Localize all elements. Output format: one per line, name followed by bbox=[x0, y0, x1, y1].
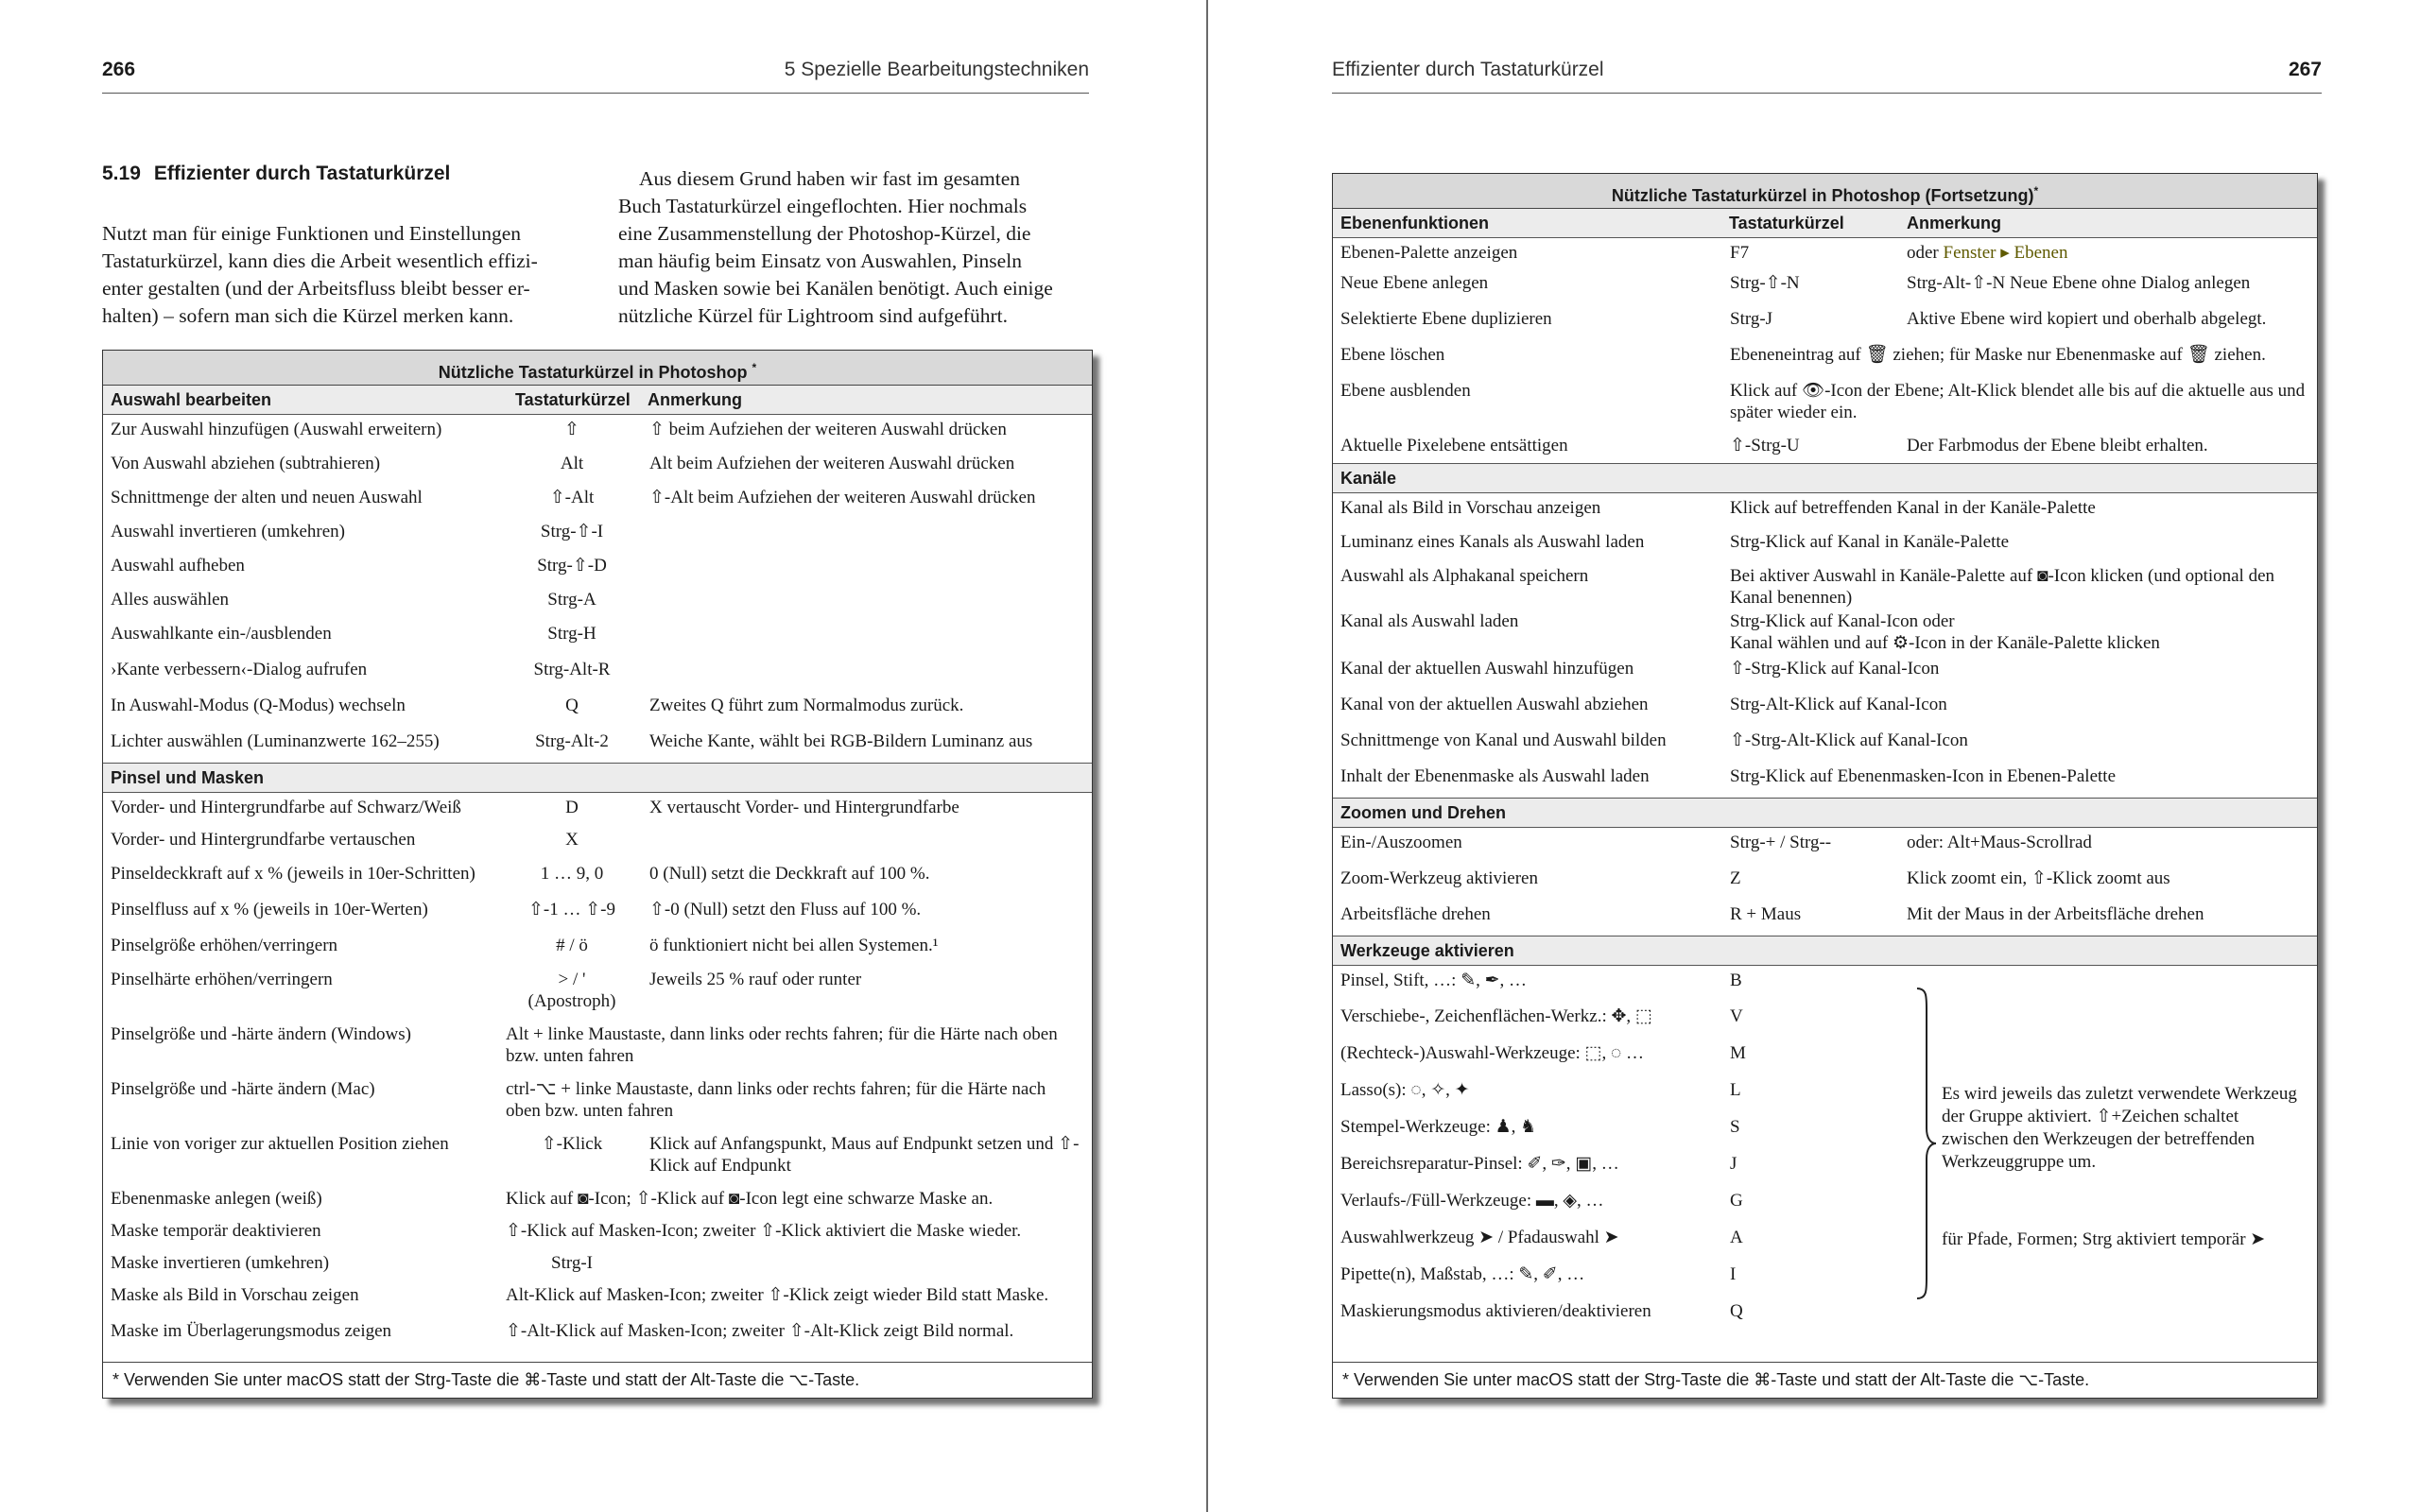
shortcut-function: Von Auswahl abziehen (subtrahieren) bbox=[111, 454, 381, 473]
section-rows-ebenen bbox=[1333, 238, 2317, 463]
column-header-note: Anmerkung bbox=[1907, 214, 2002, 232]
right-page bbox=[1210, 0, 2420, 1512]
section-heading-auswahl bbox=[103, 386, 1092, 415]
table-row bbox=[1333, 1002, 2317, 1039]
shortcut-keys: ⇧-Alt bbox=[549, 488, 595, 507]
shortcut-keys: Strg-⇧-D bbox=[537, 556, 607, 576]
shortcut-function: Auswahlwerkzeug ➤ / Pfadauswahl ➤ bbox=[1340, 1228, 1619, 1247]
table-row bbox=[103, 517, 1092, 551]
shortcut-keys: S bbox=[1730, 1117, 1740, 1137]
table-footnote: * Verwenden Sie unter macOS statt der Strg-Taste die ⌘-Taste und statt der Alt-Taste die ⌥-Taste. bbox=[103, 1362, 1092, 1398]
shortcut-keys: Alt bbox=[560, 454, 584, 473]
shortcut-note: Klick zoomt ein, ⇧-Klick zoomt aus bbox=[1907, 868, 2170, 888]
shortcut-function: Zur Auswahl hinzufügen (Auswahl erweitern) bbox=[111, 420, 442, 439]
shortcut-function: Pinselfluss auf x % (jeweils in 10er-Werten) bbox=[111, 900, 428, 919]
table-row bbox=[1333, 238, 2317, 268]
table-row bbox=[1333, 527, 2317, 561]
table-row bbox=[1333, 864, 2317, 900]
table-row bbox=[103, 1074, 1092, 1129]
table-row bbox=[103, 825, 1092, 859]
shortcut-note: 0 (Null) setzt die Deckkraft auf 100 %. bbox=[649, 864, 930, 884]
table-row bbox=[103, 1248, 1092, 1280]
table-row bbox=[103, 691, 1092, 727]
shortcut-note: ⇧-Alt beim Aufziehen der weiteren Auswahl drücken bbox=[649, 488, 1036, 507]
shortcut-function: Kanal der aktuellen Auswahl hinzufügen bbox=[1340, 659, 1634, 679]
section-heading-text: Pinsel und Masken bbox=[111, 768, 265, 787]
shortcut-note bbox=[1907, 242, 2309, 264]
note-prefix: oder bbox=[1907, 243, 1944, 263]
shortcut-keys: Strg-Alt-Klick auf Kanal-Icon bbox=[1730, 695, 1947, 714]
shortcut-keys: Strg-⇧-N bbox=[1730, 273, 1800, 293]
book-spine bbox=[1206, 0, 1208, 1512]
shortcut-keys: Klick auf betreffenden Kanal in der Kanäle-Palette bbox=[1730, 498, 2096, 518]
shortcut-keys: > / ' (Apostroph) bbox=[527, 970, 616, 1011]
text-line: halten) – sofern man sich die Kürzel merken kann. bbox=[102, 304, 514, 327]
table-row bbox=[1333, 762, 2317, 798]
table-row bbox=[103, 483, 1092, 517]
shortcut-keys: B bbox=[1730, 971, 1742, 990]
shortcut-note: ö funktioniert nicht bei allen Systemen.¹ bbox=[649, 936, 939, 955]
table-row bbox=[1333, 1075, 2317, 1112]
table-row bbox=[1333, 1039, 2317, 1075]
section-rows-zoom bbox=[1333, 828, 2317, 936]
section-heading-text: Werkzeuge aktivieren bbox=[1340, 941, 1514, 960]
column-header-note: Anmerkung bbox=[648, 390, 743, 409]
shortcut-function: Stempel-Werkzeuge: ♟, ♞ bbox=[1340, 1117, 1537, 1137]
shortcut-keys: V bbox=[1730, 1006, 1743, 1026]
table-row bbox=[103, 415, 1092, 449]
shortcut-function: Auswahl aufheben bbox=[111, 556, 245, 576]
table-row bbox=[1333, 726, 2317, 762]
header-rule bbox=[1332, 93, 2322, 94]
shortcut-function: Maske invertieren (umkehren) bbox=[111, 1253, 330, 1273]
shortcut-table-continued bbox=[1332, 173, 2318, 1399]
page-number: 267 bbox=[2288, 59, 2322, 80]
table-row bbox=[103, 965, 1092, 1020]
shortcut-function: Lasso(s): ◌, ✧, ✦ bbox=[1340, 1080, 1470, 1100]
text-line: Nutzt man für einige Funktionen und Einstellungen bbox=[102, 222, 522, 245]
shortcut-function: Kanal von der aktuellen Auswahl abziehen bbox=[1340, 695, 1649, 714]
table-title-text: Nützliche Tastaturkürzel in Photoshop bbox=[438, 363, 748, 382]
section-number: 5.19 bbox=[102, 163, 141, 184]
shortcut-function: Auswahlkante ein-/ausblenden bbox=[111, 624, 332, 644]
shortcut-function: Lichter auswählen (Luminanzwerte 162–255) bbox=[111, 731, 440, 751]
table-row bbox=[1333, 268, 2317, 304]
shortcut-function: Pinseldeckkraft auf x % (jeweils in 10er-Schritten) bbox=[111, 864, 475, 884]
table-row bbox=[1333, 690, 2317, 726]
section-title-text: Effizienter durch Tastaturkürzel bbox=[153, 163, 451, 184]
shortcut-note: Der Farbmodus der Ebene bleibt erhalten. bbox=[1907, 436, 2208, 455]
page-number: 266 bbox=[102, 59, 136, 80]
text-line: Aus diesem Grund haben wir fast im gesamten bbox=[639, 167, 1021, 190]
shortcut-keys: A bbox=[1730, 1228, 1743, 1247]
shortcut-function: (Rechteck-)Auswahl-Werkzeuge: ⬚, ◌ … bbox=[1340, 1043, 1645, 1063]
table-row bbox=[1333, 1223, 2317, 1260]
shortcut-keys: Klick auf ◙-Icon; ⇧-Klick auf ◙-Icon legt eine schwarze Maske an. bbox=[506, 1189, 994, 1209]
shortcut-function: Ebene löschen bbox=[1340, 345, 1445, 365]
shortcut-function: Alles auswählen bbox=[111, 590, 230, 610]
table-row bbox=[1333, 493, 2317, 527]
table-row bbox=[1333, 340, 2317, 376]
table-row bbox=[1333, 304, 2317, 340]
menu-path: Fenster ▸ Ebenen bbox=[1943, 243, 2068, 263]
running-head: Effizienter durch Tastaturkürzel bbox=[1332, 59, 1604, 80]
shortcut-keys: ⇧-Klick bbox=[541, 1134, 603, 1154]
tool-group-note: Es wird jeweils das zuletzt verwendete Werkzeug der Gruppe aktiviert. ⇧+Zeichen schaltet zwischen den Werkzeugen der betreffenden Werkzeuggruppe um. bbox=[1942, 1084, 2297, 1172]
table-row bbox=[1333, 1149, 2317, 1186]
intro-paragraph bbox=[102, 220, 538, 330]
shortcut-function: Arbeitsfläche drehen bbox=[1340, 904, 1491, 924]
shortcut-function: In Auswahl-Modus (Q-Modus) wechseln bbox=[111, 696, 406, 715]
shortcut-keys: Strg-Klick auf Kanal-Icon oder Kanal wählen und auf ⚙-Icon in der Kanäle-Palette klicken bbox=[1730, 611, 2160, 653]
shortcut-note: Strg-Alt-⇧-N Neue Ebene ohne Dialog anlegen bbox=[1907, 273, 2251, 293]
shortcut-keys: Strg-I bbox=[551, 1253, 593, 1273]
text-line: man häufig beim Einsatz von Auswahlen, Pinseln bbox=[618, 249, 1022, 272]
table-row bbox=[1333, 900, 2317, 936]
column-header-shortcut: Tastaturkürzel bbox=[515, 390, 631, 409]
text-line: Tastaturkürzel, kann dies die Arbeit wesentlich effizi- bbox=[102, 249, 538, 272]
table-row bbox=[103, 1316, 1092, 1352]
shortcut-note: ⇧-0 (Null) setzt den Fluss auf 100 %. bbox=[649, 900, 922, 919]
table-row bbox=[1333, 966, 2317, 1002]
section-heading-ebenen bbox=[1333, 209, 2317, 238]
shortcut-keys: Strg-H bbox=[547, 624, 596, 644]
shortcut-note: ⇧ beim Aufziehen der weiteren Auswahl drücken bbox=[649, 420, 1007, 439]
shortcut-function: Maske im Überlagerungsmodus zeigen bbox=[111, 1321, 392, 1341]
shortcut-function: Schnittmenge von Kanal und Auswahl bilden bbox=[1340, 730, 1667, 750]
shortcut-keys: Q bbox=[565, 696, 579, 715]
shortcut-function: Auswahl invertieren (umkehren) bbox=[111, 522, 345, 541]
table-row bbox=[1333, 431, 2317, 463]
section-title bbox=[102, 163, 450, 185]
table-row bbox=[103, 551, 1092, 585]
shortcut-note: Weiche Kante, wählt bei RGB-Bildern Luminanz aus bbox=[649, 731, 1033, 751]
shortcut-keys: Bei aktiver Auswahl in Kanäle-Palette auf ◙-Icon klicken (und optional den Kanal benennen) bbox=[1730, 566, 2275, 608]
text-line: nützliche Kürzel für Lightroom sind aufgeführt. bbox=[618, 304, 1008, 327]
table-row bbox=[1333, 1186, 2317, 1223]
shortcut-function: Auswahl als Alphakanal speichern bbox=[1340, 566, 1589, 586]
section-heading-text: Zoomen und Drehen bbox=[1340, 803, 1506, 822]
shortcut-function: Zoom-Werkzeug aktivieren bbox=[1340, 868, 1538, 888]
shortcut-keys: G bbox=[1730, 1191, 1743, 1211]
shortcut-function: Maske temporär deaktivieren bbox=[111, 1221, 321, 1241]
section-heading-pinsel bbox=[103, 763, 1092, 793]
shortcut-keys: R + Maus bbox=[1730, 904, 1802, 924]
column-header-shortcut: Tastaturkürzel bbox=[1729, 214, 1844, 232]
running-head: 5 Spezielle Bearbeitungstechniken bbox=[784, 59, 1089, 80]
shortcut-keys: Strg-Alt-2 bbox=[535, 731, 609, 751]
shortcut-note: Jeweils 25 % rauf oder runter bbox=[649, 970, 862, 989]
shortcut-function: Neue Ebene anlegen bbox=[1340, 273, 1489, 293]
footnote-mark: * bbox=[2033, 184, 2039, 198]
table-row bbox=[1333, 561, 2317, 607]
shortcut-function: Kanal als Bild in Vorschau anzeigen bbox=[1340, 498, 1601, 518]
text-line: enter gestalten (und der Arbeitsfluss bleibt besser er- bbox=[102, 277, 530, 300]
shortcut-keys: 1 … 9, 0 bbox=[540, 864, 604, 884]
shortcut-function: Inhalt der Ebenenmaske als Auswahl laden bbox=[1340, 766, 1650, 786]
text-line: und Masken sowie bei Kanälen benötigt. Auch einige bbox=[618, 277, 1053, 300]
table-row bbox=[1333, 1297, 2317, 1332]
section-rows-auswahl bbox=[103, 415, 1092, 763]
shortcut-note: Mit der Maus in der Arbeitsfläche drehen bbox=[1907, 904, 2204, 924]
shortcut-keys: Ebeneneintrag auf 🗑 ziehen; für Maske nur Ebenenmaske auf 🗑 ziehen. bbox=[1730, 345, 2266, 365]
shortcut-function: Maskierungsmodus aktivieren/deaktivieren bbox=[1340, 1301, 1651, 1321]
shortcut-note: Aktive Ebene wird kopiert und oberhalb abgelegt. bbox=[1907, 309, 2267, 329]
shortcut-function: Aktuelle Pixelebene entsättigen bbox=[1340, 436, 1568, 455]
shortcut-function: Pinselgröße und -härte ändern (Mac) bbox=[111, 1079, 375, 1099]
shortcut-function: Pipette(n), Maßstab, …: ✎, ✐, … bbox=[1340, 1264, 1585, 1284]
shortcut-note: X vertauscht Vorder- und Hintergrundfarbe bbox=[649, 798, 959, 817]
table-row bbox=[103, 931, 1092, 965]
shortcut-keys: L bbox=[1730, 1080, 1741, 1100]
shortcut-keys: Klick auf 👁-Icon der Ebene; Alt-Klick blendet alle bis auf die aktuelle aus und später wieder ein. bbox=[1730, 381, 2306, 422]
shortcut-keys: F7 bbox=[1730, 243, 1750, 263]
section-heading-werkzeuge bbox=[1333, 936, 2317, 966]
table-row bbox=[103, 859, 1092, 895]
shortcut-keys: Z bbox=[1730, 868, 1741, 888]
shortcut-function: Pinsel, Stift, …: ✎, ✒, … bbox=[1340, 971, 1528, 990]
shortcut-function: Ein-/Auszoomen bbox=[1340, 833, 1462, 852]
shortcut-keys: Strg-⇧-I bbox=[540, 522, 604, 541]
section-rows-pinsel bbox=[103, 793, 1092, 1352]
section-heading-text: Kanäle bbox=[1340, 469, 1397, 488]
table-row bbox=[103, 1184, 1092, 1216]
table-row bbox=[103, 655, 1092, 691]
shortcut-function: Ebenenmaske anlegen (weiß) bbox=[111, 1189, 322, 1209]
shortcut-table bbox=[102, 350, 1093, 1399]
shortcut-note: Alt beim Aufziehen der weiteren Auswahl drücken bbox=[649, 454, 1015, 473]
table-footnote: * Verwenden Sie unter macOS statt der Strg-Taste die ⌘-Taste und statt der Alt-Taste die ⌥-Taste. bbox=[1333, 1362, 2317, 1398]
table-title bbox=[1333, 174, 2317, 209]
shortcut-function: Pinselhärte erhöhen/verringern bbox=[111, 970, 333, 989]
table-row bbox=[103, 895, 1092, 931]
shortcut-note: oder: Alt+Maus-Scrollrad bbox=[1907, 833, 2092, 852]
shortcut-keys: I bbox=[1730, 1264, 1737, 1284]
table-title-text: Nützliche Tastaturkürzel in Photoshop (Fortsetzung) bbox=[1611, 186, 2034, 205]
shortcut-keys: ⇧-1 … ⇧-9 bbox=[528, 900, 615, 919]
shortcut-function: Bereichsreparatur-Pinsel: ✐, ✑, ▣, … bbox=[1340, 1154, 1619, 1174]
shortcut-function: Selektierte Ebene duplizieren bbox=[1340, 309, 1552, 329]
table-title bbox=[103, 351, 1092, 386]
section-heading-kanaele bbox=[1333, 463, 2317, 493]
table-row bbox=[1333, 607, 2317, 654]
shortcut-function: Kanal als Auswahl laden bbox=[1340, 611, 1519, 631]
shortcut-keys: J bbox=[1730, 1154, 1737, 1174]
shortcut-keys: ⇧-Strg-Alt-Klick auf Kanal-Icon bbox=[1730, 730, 1968, 750]
shortcut-function: Linie von voriger zur aktuellen Position ziehen bbox=[111, 1134, 449, 1154]
table-row bbox=[103, 619, 1092, 655]
shortcut-function: Verschiebe-, Zeichenflächen-Werkz.: ✥, ⬚ bbox=[1340, 1006, 1652, 1026]
table-row bbox=[1333, 1260, 2317, 1297]
table-row bbox=[103, 1280, 1092, 1316]
table-row bbox=[1333, 376, 2317, 431]
shortcut-function: Verlaufs-/Füll-Werkzeuge: ▬, ◈, … bbox=[1340, 1191, 1604, 1211]
shortcut-keys: ⇧-Klick auf Masken-Icon; zweiter ⇧-Klick aktiviert die Maske wieder. bbox=[506, 1221, 1022, 1241]
shortcut-function: Vorder- und Hintergrundfarbe auf Schwarz/Weiß bbox=[111, 798, 461, 817]
shortcut-keys: Alt + linke Maustaste, dann links oder rechts fahren; für die Härte nach oben bzw. unten fahren bbox=[506, 1024, 1058, 1066]
shortcut-keys: Strg-J bbox=[1730, 309, 1773, 329]
section-rows-kanaele bbox=[1333, 493, 2317, 798]
shortcut-keys: X bbox=[565, 830, 579, 850]
shortcut-keys: Strg-Klick auf Kanal in Kanäle-Palette bbox=[1730, 532, 2010, 552]
shortcut-note: Zweites Q führt zum Normalmodus zurück. bbox=[649, 696, 964, 715]
header-rule bbox=[102, 93, 1089, 94]
shortcut-keys: Alt-Klick auf Masken-Icon; zweiter ⇧-Klick zeigt wieder Bild statt Maske. bbox=[506, 1285, 1049, 1305]
shortcut-keys: ⇧-Strg-U bbox=[1730, 436, 1800, 455]
shortcut-function: Ebenen-Palette anzeigen bbox=[1340, 243, 1518, 263]
shortcut-keys: Q bbox=[1730, 1301, 1743, 1321]
shortcut-function: Luminanz eines Kanals als Auswahl laden bbox=[1340, 532, 1645, 552]
text-line: Buch Tastaturkürzel eingeflochten. Hier nochmals bbox=[618, 195, 1028, 217]
shortcut-note: Klick auf Anfangspunkt, Maus auf Endpunkt setzen und ⇧-Klick auf Endpunkt bbox=[649, 1134, 1080, 1176]
table-row bbox=[1333, 828, 2317, 864]
shortcut-function: Pinselgröße und -härte ändern (Windows) bbox=[111, 1024, 411, 1044]
shortcut-function: Maske als Bild in Vorschau zeigen bbox=[111, 1285, 359, 1305]
table-row bbox=[103, 1020, 1092, 1074]
section-rows-werkzeuge bbox=[1333, 966, 2317, 1332]
table-row bbox=[103, 727, 1092, 763]
section-heading-zoom bbox=[1333, 798, 2317, 828]
shortcut-keys: ⇧-Strg-Klick auf Kanal-Icon bbox=[1730, 659, 1940, 679]
shortcut-keys: # / ö bbox=[556, 936, 588, 955]
shortcut-keys: Strg-+ / Strg-- bbox=[1730, 833, 1832, 852]
table-row bbox=[103, 1216, 1092, 1248]
shortcut-function: Vorder- und Hintergrundfarbe vertauschen bbox=[111, 830, 416, 850]
path-tool-note: für Pfade, Formen; Strg aktiviert temporär ➤ bbox=[1942, 1229, 2266, 1249]
shortcut-keys: D bbox=[565, 798, 579, 817]
shortcut-keys: Strg-A bbox=[547, 590, 596, 610]
table-row bbox=[103, 449, 1092, 483]
shortcut-keys: Strg-Klick auf Ebenenmasken-Icon in Ebenen-Palette bbox=[1730, 766, 2117, 786]
section-heading-text: Ebenenfunktionen bbox=[1340, 214, 1489, 232]
table-row bbox=[103, 585, 1092, 619]
table-row bbox=[103, 1129, 1092, 1184]
shortcut-function: ›Kante verbessern‹-Dialog aufrufen bbox=[111, 660, 368, 679]
text-line: eine Zusammenstellung der Photoshop-Kürzel, die bbox=[618, 222, 1031, 245]
second-paragraph bbox=[618, 165, 1053, 330]
table-row bbox=[1333, 654, 2317, 690]
shortcut-function: Pinselgröße erhöhen/verringern bbox=[111, 936, 338, 955]
left-page bbox=[0, 0, 1206, 1512]
shortcut-function: Ebene ausblenden bbox=[1340, 381, 1471, 401]
table-row bbox=[103, 793, 1092, 825]
table-row bbox=[1333, 1112, 2317, 1149]
shortcut-keys: ctrl-⌥ + linke Maustaste, dann links oder rechts fahren; für die Härte nach oben bzw. unten fahren bbox=[506, 1079, 1046, 1121]
shortcut-function: Schnittmenge der alten und neuen Auswahl bbox=[111, 488, 423, 507]
shortcut-keys: Strg-Alt-R bbox=[533, 660, 611, 679]
footnote-mark: * bbox=[752, 361, 757, 374]
section-heading-text: Auswahl bearbeiten bbox=[111, 390, 272, 409]
shortcut-keys: M bbox=[1730, 1043, 1746, 1063]
shortcut-keys: ⇧-Alt-Klick auf Masken-Icon; zweiter ⇧-Alt-Klick zeigt Bild normal. bbox=[506, 1321, 1014, 1341]
shortcut-keys: ⇧ bbox=[564, 420, 579, 439]
